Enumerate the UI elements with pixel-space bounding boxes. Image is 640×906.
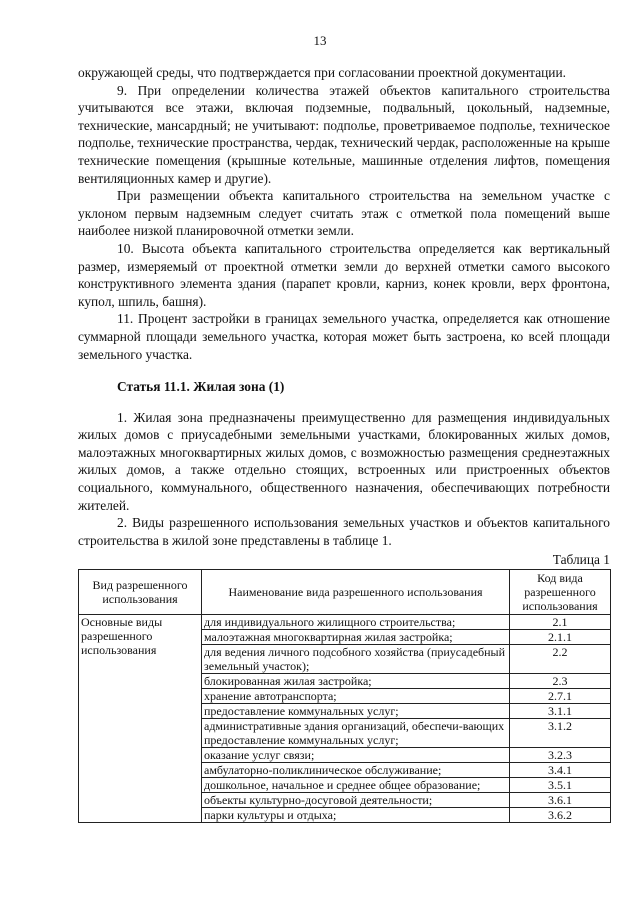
table-caption: Таблица 1 [552,552,610,568]
use-name-cell: дошкольное, начальное и среднее общее образование; [202,778,510,793]
use-name-cell: оказание услуг связи; [202,748,510,763]
use-code-cell: 3.6.2 [510,808,611,823]
document-body [78,64,610,823]
use-name-cell: малоэтажная многоквартирная жилая застройка; [202,630,510,645]
use-code-cell: 2.1 [510,615,611,630]
row-group-label: Основные виды разрешенного использования [79,615,202,823]
paragraph-9: 9. При определении количества этажей объектов капитального строительства учитываются все этажи, включая подземные, подвальный, цокольный, надземные, технические, мансардный; не учитывают: подполье, проветриваемое подполье, техническое подполье, технические пространства, чердак, технический чердак, расположенные на крыше технические помещения (крышные котельные, машинные отделения лифтов, помещения вентиляционных камер и другие). [78,82,610,186]
page-number: 13 [313,33,327,48]
use-code-cell: 2.7.1 [510,689,611,704]
paragraph-11: 11. Процент застройки в границах земельного участка, определяется как отношение суммарной площади земельного участка, которая может быть застроена, ко всей площади земельного участка. [78,311,610,362]
use-name-cell: для ведения личного подсобного хозяйства (приусадебный земельный участок); [202,645,510,674]
use-name-cell: административные здания организаций, обеспечи-вающих предоставление коммунальных услуг; [202,719,510,748]
use-code-cell: 3.4.1 [510,763,611,778]
use-code-cell: 3.1.2 [510,719,611,748]
use-code-cell: 2.2 [510,645,611,674]
use-code-cell: 3.1.1 [510,704,611,719]
use-code-cell: 3.2.3 [510,748,611,763]
use-name-cell: объекты культурно-досуговой деятельности; [202,793,510,808]
paragraph-9-slope: При размещении объекта капитального строительства на земельном участке с уклоном первым надземным следует считать этаж с отметкой пола помещений выше наиболее низкой планировочной отметки земли. [78,188,610,239]
paragraph-environment: окружающей среды, что подтверждается при согласовании проектной документации. [78,65,566,80]
permitted-use-table [78,569,611,823]
header-type: Вид разрешенного использования [79,570,202,615]
article-paragraph-1: 1. Жилая зона предназначены преимущественно для размещения индивидуальных жилых домов с приусадебными земельными участками, блокированных жилых домов, малоэтажных многоквартирных жилых домов, с возможностью размещения среднеэтажных жилых домов, а также отдельно стоящих, встроенных или пристроенных объектов социального, коммунального, общественного назначения, обеспечивающих потребности жителей. [78,409,610,513]
use-code-cell: 3.6.1 [510,793,611,808]
use-code-cell: 2.3 [510,674,611,689]
use-name-cell: парки культуры и отдыха; [202,808,510,823]
use-name-cell: хранение автотранспорта; [202,689,510,704]
table-row [79,615,611,630]
use-name-cell: амбулаторно-поликлиническое обслуживание; [202,763,510,778]
use-name-cell: предоставление коммунальных услуг; [202,704,510,719]
paragraph-10: 10. Высота объекта капитального строительства определяется как вертикальный размер, измеряемый от проектной отметки земли до верхней отметки самого высокого конструктивного элемента здания (парапет кровли, карниз, конек кровли, верх фронтона, купол, шпиль, башня). [78,240,610,309]
table-header-row [79,570,611,615]
use-code-cell: 2.1.1 [510,630,611,645]
use-name-cell: для индивидуального жилищного строительства; [202,615,510,630]
article-paragraph-2: 2. Виды разрешенного использования земельных участков и объектов капитального строительства в жилой зоне представлены в таблице 1. [78,515,610,548]
use-name-cell: блокированная жилая застройка; [202,674,510,689]
header-name: Наименование вида разрешенного использования [202,570,510,615]
article-heading: Статья 11.1. Жилая зона (1) [117,379,285,395]
use-code-cell: 3.5.1 [510,778,611,793]
header-code: Код вида разрешенного использования [510,570,611,615]
